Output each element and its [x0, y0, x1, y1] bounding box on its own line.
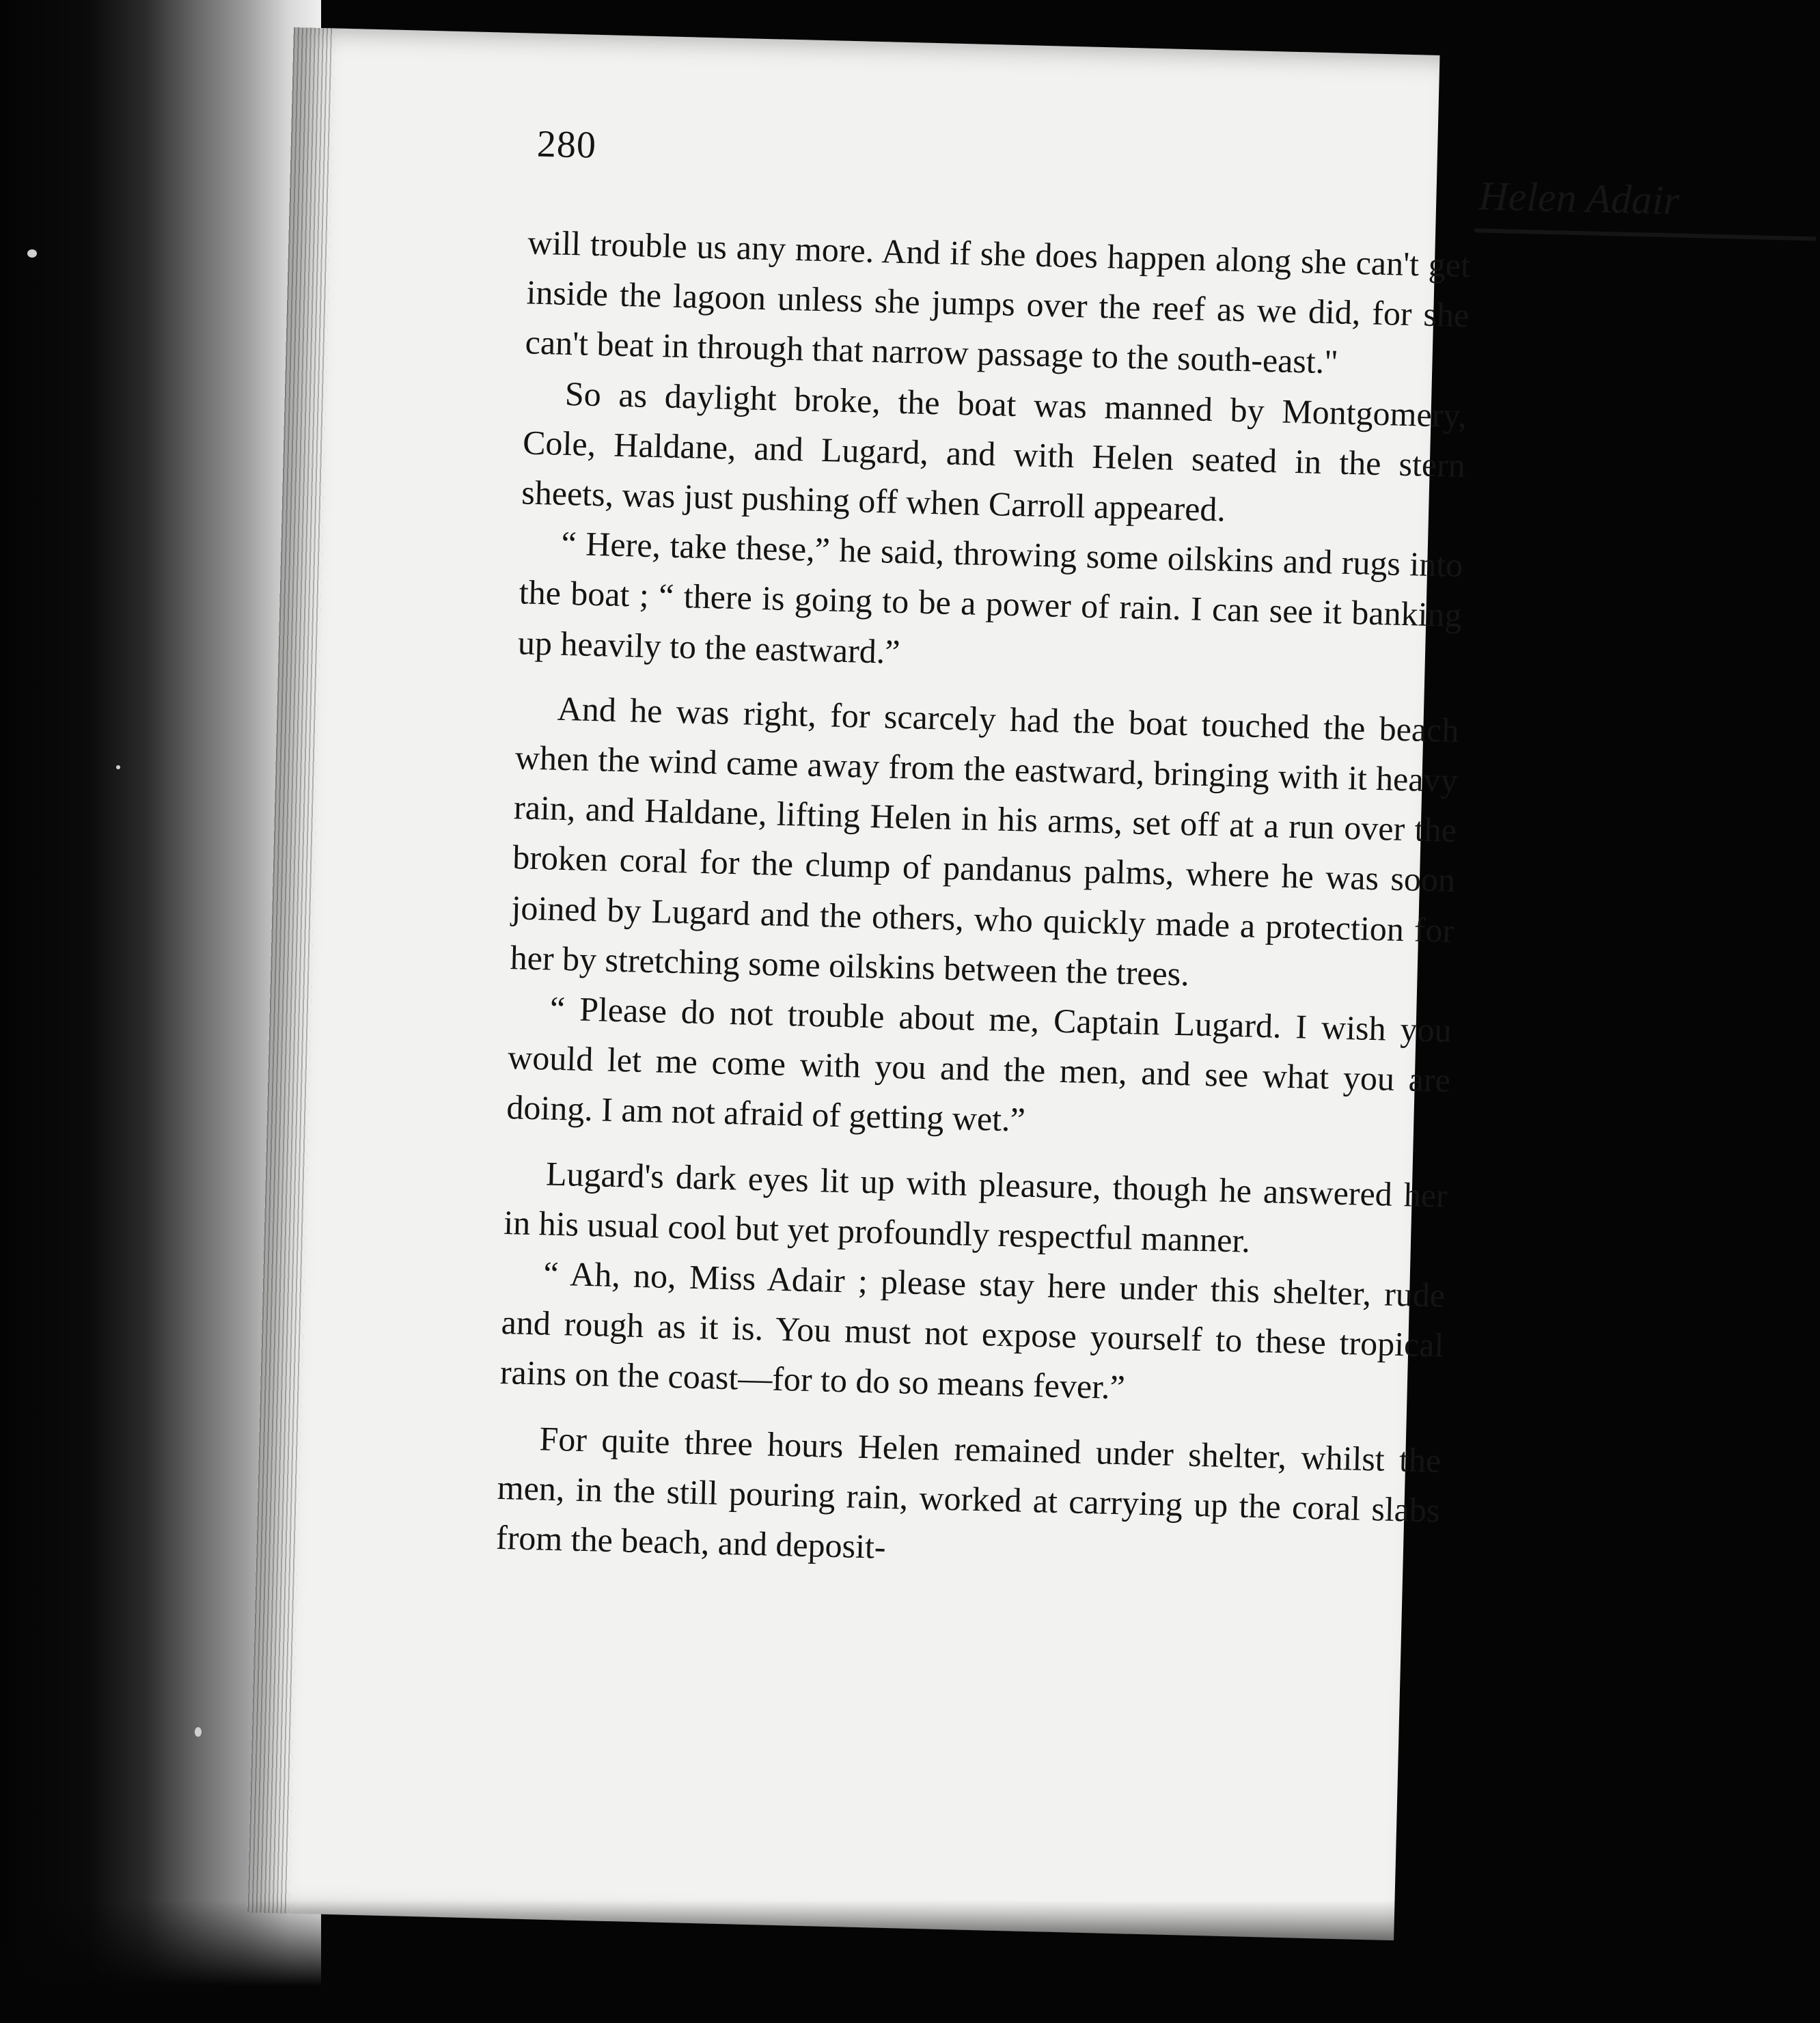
bottom-shadow — [0, 1900, 1440, 2023]
body-text — [495, 217, 1471, 1585]
paragraph: Lugard's dark eyes lit up with pleasure, though he answered her in his usual cool but yet profoundly respectful manner. — [503, 1154, 1448, 1260]
page-number: 280 — [536, 122, 597, 167]
paragraph: So as daylight broke, the boat was manned by Montgomery, Cole, Haldane, and Lugard, and with Helen seated in the stern sheets, was just pushing off when Carroll appeared. — [521, 374, 1467, 529]
scan-speck — [195, 1727, 202, 1737]
page-header — [536, 122, 1681, 228]
paragraph: will trouble us any more. And if she does happen along she can't get inside the lagoon unless she jumps over the reef as we did, for she can't beat in through that narrow passage to the south-east." — [525, 223, 1471, 381]
paragraph: “ Ah, no, Miss Adair ; please stay here under this shelter, rude and rough as it is. You must not expose yourself to these tropical rains on the coast—for to do so means fever.” — [499, 1254, 1446, 1407]
scan-speck — [27, 249, 37, 258]
paragraph: “ Here, take these,” he said, throwing some oilskins and rugs into the boat ; “ there is going to be a power of rain. I can see it banking up heavily to the eastward.” — [517, 524, 1463, 671]
scan-speck — [116, 765, 120, 769]
header-rule — [1474, 228, 1816, 240]
paragraph: “ Please do not trouble about me, Captain Lugard. I wish you would let me come with you and the men, and see what you are doing. I am not afraid of getting wet.” — [506, 989, 1452, 1140]
paragraph: And he was right, for scarcely had the boat touched the beach when the wind came away from the eastward, bringing with it heavy rain, and Haldane, lifting Helen in his arms, set off at a run over the broken coral for the clump of pandanus palms, where he was soon joined by Lugard and the others, who quickly made a protection for her by stretching some oilskins between the trees. — [510, 689, 1460, 993]
book-page — [248, 27, 1681, 1940]
running-title: Helen Adair — [1478, 173, 1681, 223]
paragraph: For quite three hours Helen remained under shelter, whilst the men, in the still pouring rain, worked at carrying up the coral slabs from the beach, and deposit- — [495, 1419, 1442, 1566]
